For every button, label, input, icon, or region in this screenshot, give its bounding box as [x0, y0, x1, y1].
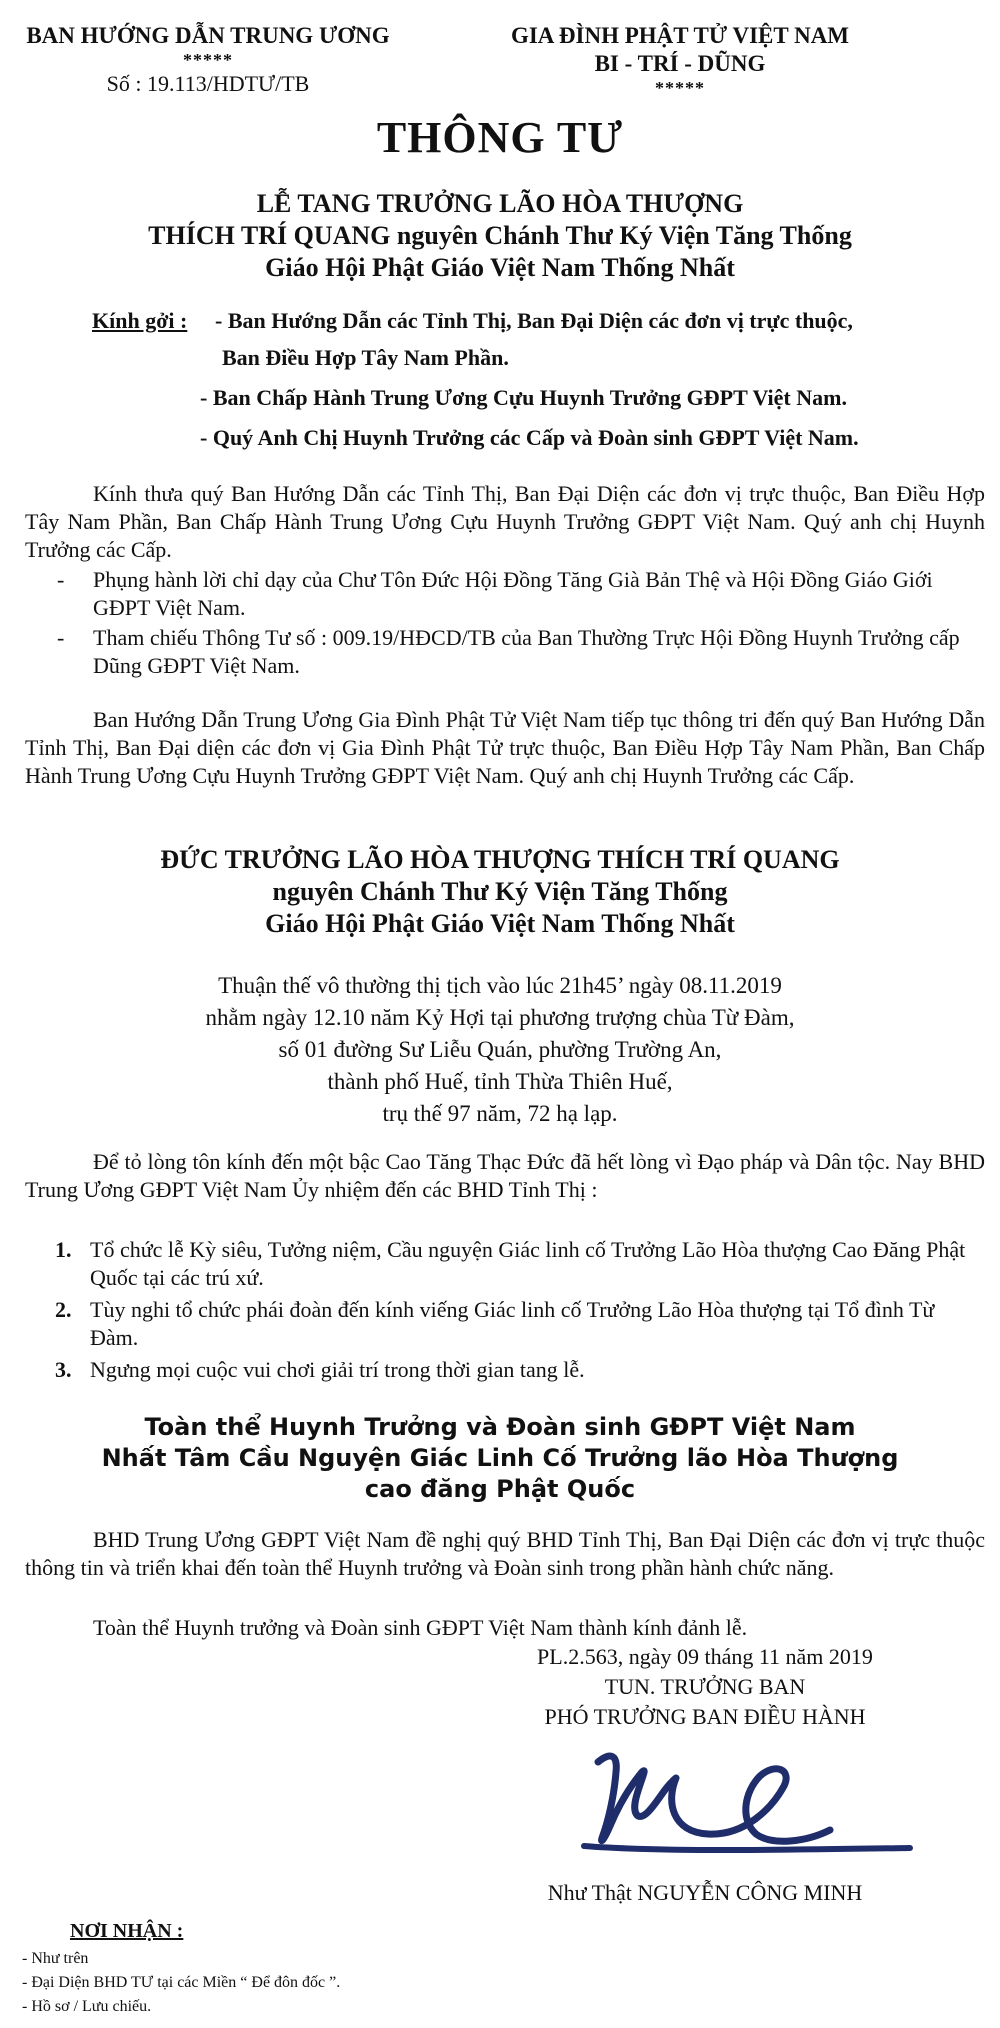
addressee-line: - Ban Hướng Dẫn các Tỉnh Thị, Ban Đại Diện các đơn vị trực thuộc, [215, 308, 853, 333]
directive-text: Ngưng mọi cuộc vui chơi giải trí trong thời gian tang lễ. [90, 1357, 585, 1382]
document-subtitle [0, 188, 1000, 284]
respect-paragraph: Để tỏ lòng tôn kính đến một bậc Cao Tăng Thạc Đức đã hết lòng vì Đạo pháp và Dân tộc. Nay BHD Trung Ương GĐPT Việt Nam Ủy nhiệm đến các BHD Tỉnh Thị : [25, 1149, 985, 1202]
reference-text: Tham chiếu Thông Tư số : 009.19/HĐCD/TB của Ban Thường Trực Hội Đồng Huynh Trưởng cấp Dũng GĐPT Việt Nam. [93, 625, 960, 678]
signature-block [470, 1642, 940, 1732]
addressee-line: - Quý Anh Chị Huynh Trưởng các Cấp và Đoàn sinh GĐPT Việt Nam. [200, 425, 859, 450]
prayer-line: cao đăng Phật Quốc [364, 1475, 636, 1503]
recipient-item: - Như trên [22, 1950, 89, 1967]
document-title: THÔNG TƯ [376, 113, 624, 162]
request-paragraph: BHD Trung Ương GĐPT Việt Nam đề nghị quý BHD Tỉnh Thị, Ban Đại Diện các đơn vị trực thuộc thông tin và triển khai đến toàn thể Huynh trưởng và Đoàn sinh trong phần hành chức năng. [25, 1527, 985, 1580]
sign-date: PL.2.563, ngày 09 tháng 11 năm 2019 [537, 1644, 873, 1669]
venerable-line: ĐỨC TRƯỞNG LÃO HÒA THƯỢNG THÍCH TRÍ QUANG [160, 845, 840, 874]
passing-line: thành phố Huế, tỉnh Thừa Thiên Huế, [327, 1069, 673, 1094]
venerable-title [0, 844, 1000, 940]
signer-name: Như Thật NGUYỄN CÔNG MINH [547, 1880, 863, 1905]
venerable-line: nguyên Chánh Thư Ký Viện Tăng Thống [272, 877, 728, 906]
document-number: Số : 19.113/HDTƯ/TB [106, 71, 310, 96]
issuing-org: BAN HƯỚNG DẪN TRUNG ƯƠNG [26, 23, 390, 48]
header-left-stars: ***** [183, 50, 233, 70]
handwritten-signature [580, 1742, 920, 1862]
subtitle-line: LỄ TANG TRƯỞNG LÃO HÒA THƯỢNG [256, 189, 744, 218]
directive-item [55, 1236, 975, 1292]
dash-bullet: - [57, 625, 65, 650]
directive-text: Tổ chức lễ Kỳ siêu, Tưởng niệm, Cầu nguyện Giác linh cố Trưởng Lão Hòa thượng Cao Đăng Phật Quốc tại các trú xứ. [90, 1237, 966, 1290]
organization-motto: BI - TRÍ - DŨNG [594, 51, 766, 76]
directive-text: Tùy nghi tổ chức phái đoàn đến kính viếng Giác linh cố Trưởng Lão Hòa thượng tại Tổ đình Từ Đàm. [90, 1297, 935, 1350]
addressee-line: - Ban Chấp Hành Trung Ương Cựu Huynh Trưởng GĐPT Việt Nam. [200, 385, 847, 410]
organization-name: GIA ĐÌNH PHẬT TỬ VIỆT NAM [510, 23, 850, 48]
passing-details [0, 970, 1000, 1130]
header-left [18, 22, 398, 98]
announcement-paragraph: Ban Hướng Dẫn Trung Ương Gia Đình Phật Tử Việt Nam tiếp tục thông tri đến quý Ban Hướng Dẫn Tỉnh Thị, Ban Đại diện các đơn vị Gia Đình Phật Tử trực thuộc, Ban Điều Hợp Tây Nam Phần, Ban Chấp Hành Trung Ương Cựu Huynh Trưởng GĐPT Việt Nam. Quý anh chị Huynh Trưởng các Cấp. [25, 707, 985, 788]
prayer-line: Nhất Tâm Cầu Nguyện Giác Linh Cố Trưởng lão Hòa Thượng [101, 1444, 899, 1472]
dash-bullet: - [57, 567, 65, 592]
passing-line: Thuận thế vô thường thị tịch vào lúc 21h45’ ngày 08.11.2019 [218, 973, 782, 998]
sign-role: TUN. TRƯỞNG BAN [604, 1674, 806, 1699]
reference-item [25, 624, 985, 680]
prayer-line: Toàn thể Huynh Trưởng và Đoàn sinh GĐPT Việt Nam [144, 1413, 856, 1441]
recipient-item: - Đại Diện BHD TƯ tại các Miền “ Để đôn đốc ”. [22, 1974, 341, 1991]
directive-number: 3. [55, 1357, 72, 1382]
header-right [480, 22, 880, 98]
directive-item [55, 1356, 975, 1384]
passing-line: nhằm ngày 12.10 năm Kỷ Hợi tại phương trượng chùa Từ Đàm, [205, 1005, 795, 1030]
reference-text: Phụng hành lời chỉ dạy của Chư Tôn Đức Hội Đồng Tăng Già Bản Thệ và Hội Đồng Giáo Giới GĐPT Việt Nam. [93, 567, 933, 620]
subtitle-line: THÍCH TRÍ QUANG nguyên Chánh Thư Ký Viện Tăng Thống [148, 221, 852, 250]
subtitle-line: Giáo Hội Phật Giáo Việt Nam Thống Nhất [265, 253, 735, 282]
sign-role: PHÓ TRƯỞNG BAN ĐIỀU HÀNH [544, 1704, 866, 1729]
directive-number: 1. [55, 1237, 72, 1262]
reference-item [25, 566, 985, 622]
intro-paragraph: Kính thưa quý Ban Hướng Dẫn các Tỉnh Thị, Ban Đại Diện các đơn vị trực thuộc, Ban Điều Hợp Tây Nam Phần, Ban Chấp Hành Trung Ương Cựu Huynh Trưởng GĐPT Việt Nam. Quý anh chị Huynh Trưởng các Cấp. [25, 481, 985, 562]
passing-line: số 01 đường Sư Liễu Quán, phường Trường An, [278, 1037, 722, 1062]
directive-number: 2. [55, 1297, 72, 1322]
closing-line: Toàn thể Huynh trưởng và Đoàn sinh GĐPT Việt Nam thành kính đảnh lễ. [93, 1615, 748, 1640]
prayer-heading [0, 1412, 1000, 1505]
venerable-line: Giáo Hội Phật Giáo Việt Nam Thống Nhất [265, 909, 735, 938]
header-right-stars: ***** [655, 78, 705, 98]
addressee-label: Kính gởi : [92, 308, 188, 333]
recipients-title: NƠI NHẬN : [70, 1920, 184, 1942]
passing-line: trụ thế 97 năm, 72 hạ lạp. [382, 1101, 618, 1126]
directive-item [55, 1296, 975, 1352]
addressee-line: Ban Điều Hợp Tây Nam Phần. [222, 345, 509, 370]
recipient-item: - Hồ sơ / Lưu chiếu. [22, 1998, 152, 2015]
